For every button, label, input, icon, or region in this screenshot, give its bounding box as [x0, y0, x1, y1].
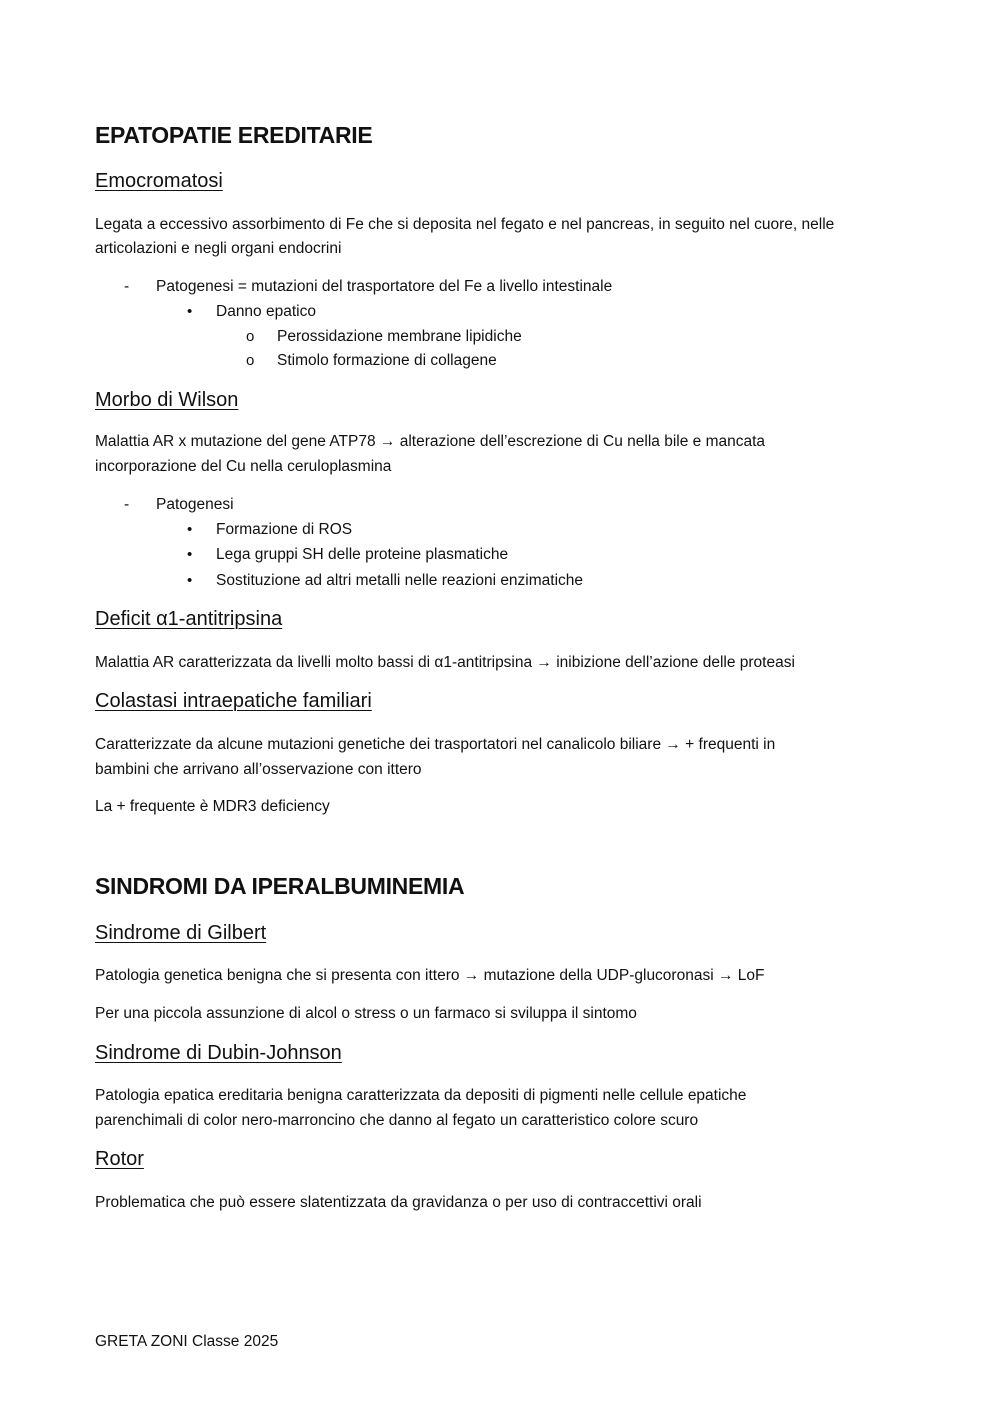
circle-bullet-icon: o: [246, 352, 255, 369]
bullet-item: • Formazione di ROS: [216, 517, 352, 542]
dash-marker: -: [124, 496, 130, 513]
paragraph: Per una piccola assunzione di alcol o stress o un farmaco si sviluppa il sintomo: [95, 1005, 637, 1022]
page-footer: GRETA ZONI Classe 2025: [95, 1333, 279, 1350]
bullet-icon: •: [187, 303, 193, 320]
paragraph-line: Patologia epatica ereditaria benigna caratterizzata da depositi di pigmenti nelle cellule epatiche: [95, 1087, 747, 1104]
subsection-title: Emocromatosi: [95, 170, 223, 192]
paragraph-line: Malattia AR caratterizzata da livelli molto bassi di α1-antitripsina → inibizione dell’azione delle proteasi: [95, 654, 795, 671]
subsection-title: Morbo di Wilson: [95, 389, 239, 411]
paragraph-line: articolazioni e negli organi endocrini: [95, 240, 342, 257]
paragraph-line: Malattia AR x mutazione del gene ATP78 → alterazione dell’escrezione di Cu nella bile e mancata: [95, 433, 766, 450]
paragraph-line: Patologia genetica benigna che si presenta con ittero → mutazione della UDP-glucoronasi → LoF: [95, 967, 765, 984]
bullet-icon: •: [187, 521, 193, 538]
subsection-title: Rotor: [95, 1148, 144, 1170]
section-title: SINDROMI DA IPERALBUMINEMIA: [95, 873, 465, 899]
subsection-title: Sindrome di Dubin-Johnson: [95, 1042, 342, 1064]
dash-marker: -: [124, 278, 130, 295]
bullet-item: • Danno epatico: [216, 299, 316, 324]
circle-bullet-icon: o: [246, 328, 255, 345]
paragraph-line: Problematica che può essere slatentizzata da gravidanza o per uso di contraccettivi orali: [95, 1194, 702, 1211]
bullet-item: • Lega gruppi SH delle proteine plasmatiche: [216, 542, 508, 567]
subsection-title: Deficit α1-antitripsina: [95, 608, 283, 630]
paragraph-line: Caratterizzate da alcune mutazioni genetiche dei trasportatori nel canalicolo biliare → + frequenti in: [95, 736, 776, 753]
paragraph-line: incorporazione del Cu nella ceruloplasmina: [95, 458, 392, 475]
paragraph-line: Legata a eccessivo assorbimento di Fe che si deposita nel fegato e nel pancreas, in seguito nel cuore, nelle: [95, 216, 835, 233]
subsection-title: Sindrome di Gilbert: [95, 922, 267, 944]
paragraph-line: bambini che arrivano all’osservazione con ittero: [95, 761, 422, 778]
subsection-title: Colastasi intraepatiche familiari: [95, 690, 372, 712]
paragraph-line: parenchimali di color nero-marroncino che danno al fegato un caratteristico colore scuro: [95, 1112, 699, 1129]
sub-item: o Stimolo formazione di collagene: [277, 348, 497, 373]
sub-item: o Perossidazione membrane lipidiche: [277, 324, 522, 349]
bullet-item: • Sostituzione ad altri metalli nelle reazioni enzimatiche: [216, 568, 583, 593]
section-title: EPATOPATIE EREDITARIE: [95, 122, 373, 148]
paragraph: La + frequente è MDR3 deficiency: [95, 798, 330, 815]
bullet-icon: •: [187, 546, 193, 563]
bullet-icon: •: [187, 572, 193, 589]
